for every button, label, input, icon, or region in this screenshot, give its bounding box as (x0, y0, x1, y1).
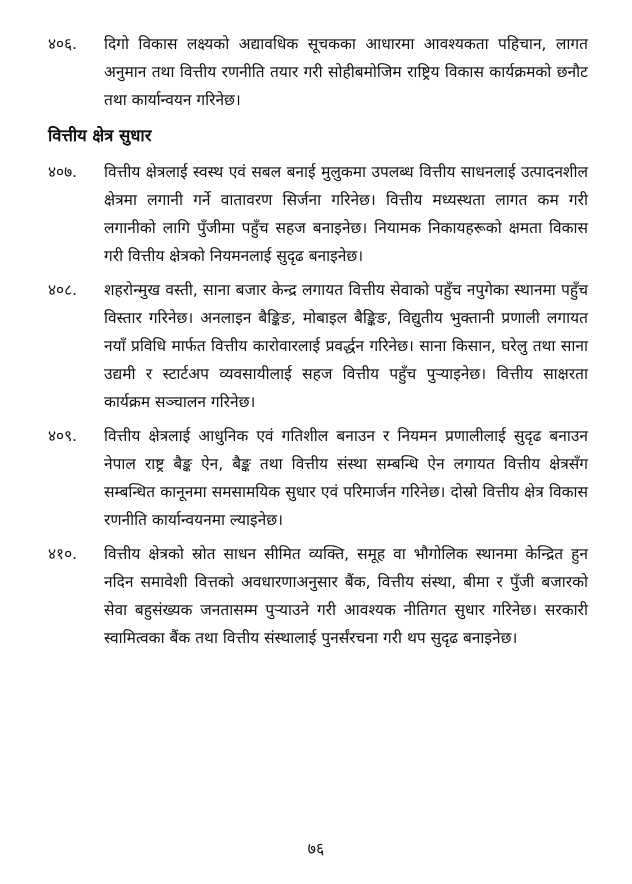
paragraph-text: वित्तीय क्षेत्रलाई स्वस्थ एवं सबल बनाई मुलुकमा उपलब्ध वित्तीय साधनलाई उत्पादनशील क्षेत्रमा लगानी गर्ने वातावरण सिर्जना गरिनेछ। वित्तीय मध्यस्थता लागत कम गरी लगानीको लागि पुँजीमा पहुँच सहज बनाइनेछ। नियामक निकायहरूको क्षमता विकास गरी वित्तीय क्षेत्रको नियमनलाई सुदृढ बनाइनेछ। (104, 163, 588, 265)
paragraph-number: ४१०. (48, 545, 78, 563)
section-heading: वित्तीय क्षेत्र सुधार (48, 126, 152, 145)
paragraph-text: वित्तीय क्षेत्रको स्रोत साधन सीमित व्यक्ति, समूह वा भौगोलिक स्थानमा केन्द्रित हुन नदिन समावेशी वित्तको अवधारणाअनुसार बैंक, वित्तीय संस्था, बीमा र पुँजी बजारको सेवा बहुसंख्यक जनतासम्म पुऱ्याउने गरी आवश्यक नीतिगत सुधार गरिनेछ। सरकारी स्वामित्वका बैंक तथा वित्तीय संस्थालाई पुनर्संरचना गरी थप सुदृढ बनाइनेछ। (104, 545, 588, 647)
paragraph-number: ४०८. (48, 281, 78, 299)
paragraph-408 (48, 276, 588, 416)
paragraph-410 (48, 540, 588, 652)
paragraph-406 (48, 30, 588, 114)
paragraph-text: वित्तीय क्षेत्रलाई आधुनिक एवं गतिशील बनाउन र नियमन प्रणालीलाई सुदृढ बनाउन नेपाल राष्ट्र बैङ्क ऐन, बैङ्क तथा वित्तीय संस्था सम्बन्धि ऐन लगायत वित्तीय क्षेत्रसँग सम्बन्धित कानूनमा समसामयिक सुधार एवं परिमार्जन गरिनेछ। दोस्रो वित्तीय क्षेत्र विकास रणनीति कार्यान्वयनमा ल्याइनेछ। (104, 427, 588, 529)
paragraph-number: ४०६. (48, 35, 78, 53)
paragraph-409 (48, 422, 588, 534)
paragraph-407 (48, 158, 588, 270)
page-number: ७६ (307, 839, 325, 858)
paragraph-text: दिगो विकास लक्ष्यको अद्यावधिक सूचकका आधारमा आवश्यकता पहिचान, लागत अनुमान तथा वित्तीय रणनीति तयार गरी सोहीबमोजिम राष्ट्रिय विकास कार्यक्रमको छनौट तथा कार्यान्वयन गरिनेछ। (104, 35, 588, 109)
paragraph-number: ४०९. (48, 427, 78, 445)
paragraph-number: ४०७. (48, 163, 78, 181)
paragraph-text: शहरोन्मुख वस्ती, साना बजार केन्द्र लगायत वित्तीय सेवाको पहुँच नपुगेका स्थानमा पहुँच विस्तार गरिनेछ। अनलाइन बैङ्किङ, मोबाइल बैङ्किङ, विद्युतीय भुक्तानी प्रणाली लगायत नयाँ प्रविधि मार्फत वित्तीय कारोवारलाई प्रवर्द्धन गरिनेछ। साना किसान, घरेलु तथा साना उद्यमी र स्टार्टअप व्यवसायीलाई सहज वित्तीय पहुँच पुऱ्याइनेछ। वित्तीय साक्षरता कार्यक्रम सञ्चालन गरिनेछ। (104, 281, 588, 411)
document-page (48, 30, 588, 658)
